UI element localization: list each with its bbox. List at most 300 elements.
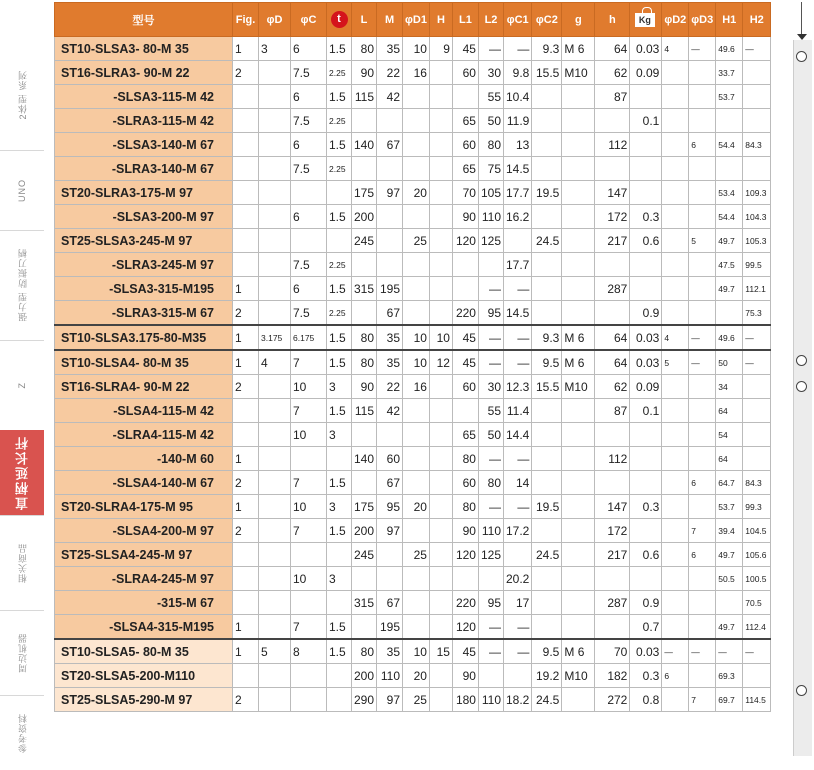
- spec-cell: 90: [452, 519, 478, 543]
- spec-cell: 24.5: [532, 229, 562, 253]
- spec-cell: 6: [689, 471, 716, 495]
- spec-cell: [662, 543, 689, 567]
- model-cell: -SLSA3-115-M 42: [55, 85, 233, 109]
- spec-cell: 55: [478, 399, 503, 423]
- spec-cell: 9.5: [532, 639, 562, 664]
- sidebar-item-strong[interactable]: [0, 230, 44, 341]
- spec-cell: 95: [478, 301, 503, 326]
- spec-cell: 105.3: [743, 229, 771, 253]
- spec-cell: [352, 567, 377, 591]
- spec-cell: [662, 301, 689, 326]
- spec-cell: 53.7: [716, 85, 743, 109]
- spec-cell: [429, 664, 452, 688]
- spec-cell: 42: [377, 85, 403, 109]
- spec-cell: 315: [352, 277, 377, 301]
- spec-cell: [689, 447, 716, 471]
- spec-cell: [562, 688, 595, 712]
- spec-cell: 45: [452, 639, 478, 664]
- spec-cell: [429, 495, 452, 519]
- table-row[interactable]: [55, 253, 771, 277]
- spec-cell: [352, 423, 377, 447]
- column-header: φD2: [662, 3, 689, 37]
- spec-cell: 14.5: [504, 157, 532, 181]
- spec-cell: 90: [352, 375, 377, 399]
- spec-cell: [352, 615, 377, 640]
- spec-cell: 34: [716, 375, 743, 399]
- spec-cell: [403, 85, 430, 109]
- spec-cell: [662, 591, 689, 615]
- table-row[interactable]: [55, 543, 771, 567]
- model-cell: -SLSA4-315-M195: [55, 615, 233, 640]
- spec-cell: [662, 181, 689, 205]
- spec-cell: [595, 157, 630, 181]
- spec-cell: [504, 229, 532, 253]
- spec-cell: 3: [327, 423, 352, 447]
- spec-cell: [562, 301, 595, 326]
- spec-cell: 1.5: [327, 85, 352, 109]
- spec-cell: 7.5: [291, 109, 327, 133]
- spec-cell: 1.5: [327, 519, 352, 543]
- spec-cell: [662, 519, 689, 543]
- spec-cell: 80: [352, 325, 377, 350]
- spec-cell: [259, 85, 291, 109]
- model-cell: -SLSA4-200-M 97: [55, 519, 233, 543]
- spec-cell: [403, 519, 430, 543]
- column-header: h: [595, 3, 630, 37]
- spec-cell: [689, 399, 716, 423]
- sidebar-item-label: 参考资料: [17, 712, 28, 753]
- spec-cell: [429, 61, 452, 85]
- spec-cell: 200: [352, 205, 377, 229]
- spec-cell: 64: [716, 447, 743, 471]
- spec-cell: [429, 253, 452, 277]
- spec-cell: [403, 277, 430, 301]
- spec-cell: [233, 133, 259, 157]
- table-row[interactable]: [55, 205, 771, 229]
- spec-cell: [429, 615, 452, 640]
- table-row[interactable]: [55, 133, 771, 157]
- spec-cell: 0.03: [630, 37, 662, 61]
- spec-cell: 2: [233, 688, 259, 712]
- spec-cell: 20: [403, 495, 430, 519]
- spec-cell: 1.5: [327, 37, 352, 61]
- spec-cell: [562, 277, 595, 301]
- table-row[interactable]: [55, 301, 771, 326]
- radio-group-4[interactable]: [796, 381, 807, 392]
- spec-cell: 62: [595, 61, 630, 85]
- spec-cell: M 6: [562, 639, 595, 664]
- spec-cell: [662, 471, 689, 495]
- spec-cell: 287: [595, 277, 630, 301]
- spec-cell: 112: [595, 447, 630, 471]
- spec-cell: 1: [233, 325, 259, 350]
- model-cell: ST10-SLSA5- 80-M 35: [55, 639, 233, 664]
- column-header: [630, 3, 662, 37]
- spec-cell: 5: [259, 639, 291, 664]
- spec-cell: 2.25: [327, 109, 352, 133]
- spec-cell: 110: [478, 688, 503, 712]
- spec-cell: 5: [689, 229, 716, 253]
- spec-cell: [532, 253, 562, 277]
- spec-cell: 110: [478, 205, 503, 229]
- table-row[interactable]: [55, 375, 771, 399]
- table-row[interactable]: [55, 495, 771, 519]
- table-header: [55, 3, 771, 37]
- spec-cell: [429, 519, 452, 543]
- spec-cell: 90: [452, 205, 478, 229]
- spec-cell: 147: [595, 495, 630, 519]
- spec-cell: 24.5: [532, 543, 562, 567]
- spec-cell: 17.7: [504, 253, 532, 277]
- sidebar-item-related[interactable]: [0, 515, 44, 611]
- spec-cell: —: [478, 37, 503, 61]
- sidebar-item-label: 周边机器: [17, 632, 28, 673]
- spec-cell: M10: [562, 61, 595, 85]
- spec-cell: [377, 205, 403, 229]
- spec-cell: [291, 591, 327, 615]
- spec-cell: 19.2: [532, 664, 562, 688]
- column-header: L2: [478, 3, 503, 37]
- spec-cell: 25: [403, 688, 430, 712]
- spec-cell: —: [478, 350, 503, 375]
- spec-cell: [233, 205, 259, 229]
- column-header: φD1: [403, 3, 430, 37]
- spec-cell: 10: [403, 350, 430, 375]
- spec-cell: [429, 423, 452, 447]
- spec-cell: 7: [291, 615, 327, 640]
- spec-cell: [630, 157, 662, 181]
- column-header: φD3: [689, 3, 716, 37]
- spec-cell: 70.5: [743, 591, 771, 615]
- spec-cell: 11.4: [504, 399, 532, 423]
- spec-cell: [630, 133, 662, 157]
- sidebar-item-2piece[interactable]: [0, 40, 44, 151]
- spec-cell: 180: [452, 688, 478, 712]
- spec-cell: 175: [352, 495, 377, 519]
- spec-cell: [259, 495, 291, 519]
- spec-cell: 33.7: [716, 61, 743, 85]
- spec-cell: [716, 591, 743, 615]
- spec-cell: 0.8: [630, 688, 662, 712]
- spec-cell: [233, 253, 259, 277]
- spec-cell: —: [504, 639, 532, 664]
- spec-cell: 2: [233, 471, 259, 495]
- table-row[interactable]: [55, 181, 771, 205]
- spec-cell: 18.2: [504, 688, 532, 712]
- spec-cell: 0.6: [630, 229, 662, 253]
- spec-cell: [689, 181, 716, 205]
- model-cell: ST25-SLSA5-290-M 97: [55, 688, 233, 712]
- spec-cell: [259, 615, 291, 640]
- table-row[interactable]: [55, 447, 771, 471]
- spec-cell: 1.5: [327, 133, 352, 157]
- spec-cell: [377, 253, 403, 277]
- spec-cell: 3: [259, 37, 291, 61]
- spec-cell: 80: [352, 350, 377, 375]
- spec-cell: 49.7: [716, 543, 743, 567]
- column-header: [327, 3, 352, 37]
- spec-cell: [259, 181, 291, 205]
- spec-cell: [716, 301, 743, 326]
- column-header: 型号: [55, 3, 233, 37]
- spec-cell: [689, 615, 716, 640]
- spec-cell: [327, 181, 352, 205]
- spec-cell: [478, 253, 503, 277]
- sidebar-item-peripherals[interactable]: [0, 610, 44, 696]
- spec-cell: 1: [233, 495, 259, 519]
- spec-cell: —: [689, 350, 716, 375]
- model-cell: -SLRA3-115-M 42: [55, 109, 233, 133]
- spec-cell: [689, 495, 716, 519]
- spec-cell: 2.25: [327, 157, 352, 181]
- spec-cell: 14.5: [504, 301, 532, 326]
- spec-cell: M 6: [562, 350, 595, 375]
- spec-cell: [532, 109, 562, 133]
- spec-cell: [532, 301, 562, 326]
- spec-cell: [429, 157, 452, 181]
- spec-cell: —: [504, 447, 532, 471]
- spec-cell: 49.7: [716, 277, 743, 301]
- table-row[interactable]: [55, 399, 771, 423]
- spec-cell: [429, 301, 452, 326]
- spec-cell: [259, 253, 291, 277]
- table-row[interactable]: [55, 85, 771, 109]
- spec-cell: [562, 519, 595, 543]
- spec-cell: 0.7: [630, 615, 662, 640]
- table-row[interactable]: [55, 519, 771, 543]
- spec-cell: 7: [291, 350, 327, 375]
- spec-cell: 315: [352, 591, 377, 615]
- spec-cell: [403, 253, 430, 277]
- spec-cell: [562, 447, 595, 471]
- model-cell: -SLSA3-200-M 97: [55, 205, 233, 229]
- spec-cell: 30: [478, 61, 503, 85]
- spec-cell: [562, 181, 595, 205]
- spec-cell: [259, 471, 291, 495]
- table-row[interactable]: [55, 615, 771, 640]
- spec-cell: [259, 591, 291, 615]
- spec-cell: 49.7: [716, 615, 743, 640]
- spec-cell: 1.5: [327, 277, 352, 301]
- spec-cell: 8: [291, 639, 327, 664]
- spec-cell: 12: [429, 350, 452, 375]
- spec-cell: 2.25: [327, 253, 352, 277]
- table-row[interactable]: [55, 229, 771, 253]
- spec-cell: 42: [377, 399, 403, 423]
- spec-cell: 1: [233, 350, 259, 375]
- spec-cell: 105.6: [743, 543, 771, 567]
- table-row[interactable]: [55, 37, 771, 61]
- spec-cell: —: [504, 350, 532, 375]
- radio-group-5[interactable]: [796, 685, 807, 696]
- spec-cell: 1: [233, 37, 259, 61]
- spec-cell: [532, 157, 562, 181]
- spec-cell: [429, 399, 452, 423]
- spec-cell: [429, 277, 452, 301]
- spec-cell: 175: [352, 181, 377, 205]
- scrollbar[interactable]: [793, 40, 812, 756]
- model-cell: ST16-SLRA3- 90-M 22: [55, 61, 233, 85]
- radio-group-3175[interactable]: [796, 355, 807, 366]
- table-row[interactable]: [55, 350, 771, 375]
- spec-cell: 7: [291, 399, 327, 423]
- spec-cell: [689, 253, 716, 277]
- spec-cell: 97: [377, 688, 403, 712]
- spec-cell: [291, 664, 327, 688]
- spec-cell: [562, 253, 595, 277]
- spec-cell: [259, 519, 291, 543]
- table-row[interactable]: [55, 471, 771, 495]
- spec-cell: 14: [504, 471, 532, 495]
- spec-cell: [630, 277, 662, 301]
- spec-cell: 100.5: [743, 567, 771, 591]
- spec-cell: —: [743, 639, 771, 664]
- table-row[interactable]: [55, 567, 771, 591]
- spec-cell: 1.5: [327, 399, 352, 423]
- spec-cell: 0.9: [630, 301, 662, 326]
- model-cell: -SLSA3-315-M195: [55, 277, 233, 301]
- spec-cell: [377, 157, 403, 181]
- spec-cell: 95: [377, 495, 403, 519]
- spec-cell: 17.7: [504, 181, 532, 205]
- spec-cell: [327, 447, 352, 471]
- spec-cell: 64: [595, 325, 630, 350]
- spec-cell: [233, 664, 259, 688]
- spec-cell: [662, 423, 689, 447]
- table-body: [55, 37, 771, 712]
- spec-cell: 10.4: [504, 85, 532, 109]
- spec-cell: 2.25: [327, 301, 352, 326]
- spec-cell: 7: [689, 519, 716, 543]
- table-row[interactable]: [55, 664, 771, 688]
- spec-cell: 104.5: [743, 519, 771, 543]
- table-row[interactable]: [55, 61, 771, 85]
- spec-cell: [689, 423, 716, 447]
- spec-cell: [532, 133, 562, 157]
- spec-cell: [403, 399, 430, 423]
- spec-cell: [662, 399, 689, 423]
- spec-cell: [233, 109, 259, 133]
- spec-cell: 2: [233, 375, 259, 399]
- spec-cell: [429, 229, 452, 253]
- spec-cell: 75.3: [743, 301, 771, 326]
- spec-cell: 99.5: [743, 253, 771, 277]
- spec-cell: 7: [291, 519, 327, 543]
- model-cell: -SLSA4-140-M 67: [55, 471, 233, 495]
- spec-cell: [562, 399, 595, 423]
- spec-cell: [259, 664, 291, 688]
- table-row[interactable]: [55, 157, 771, 181]
- sidebar-item-uno[interactable]: [0, 150, 44, 231]
- spec-cell: 2: [233, 61, 259, 85]
- spec-cell: [259, 301, 291, 326]
- sidebar-item-reference[interactable]: [0, 695, 44, 770]
- spec-cell: [259, 61, 291, 85]
- spec-cell: [429, 471, 452, 495]
- spec-cell: [689, 205, 716, 229]
- spec-cell: —: [504, 277, 532, 301]
- model-cell: ST20-SLSA5-200-M110: [55, 664, 233, 688]
- sidebar-item-z[interactable]: [0, 340, 44, 431]
- spec-cell: 6: [689, 543, 716, 567]
- spec-cell: [259, 375, 291, 399]
- spec-cell: 10: [291, 375, 327, 399]
- spec-cell: 112: [595, 133, 630, 157]
- spec-cell: 65: [452, 157, 478, 181]
- spec-cell: 50.5: [716, 567, 743, 591]
- spec-cell: [662, 109, 689, 133]
- table-row[interactable]: [55, 325, 771, 350]
- spec-cell: 16: [403, 61, 430, 85]
- spec-cell: 1.5: [327, 325, 352, 350]
- table-row[interactable]: [55, 688, 771, 712]
- spec-cell: [532, 399, 562, 423]
- spec-cell: —: [478, 615, 503, 640]
- spec-cell: 3: [327, 567, 352, 591]
- spec-cell: 4: [662, 325, 689, 350]
- spec-cell: 0.1: [630, 109, 662, 133]
- spec-cell: 6: [291, 205, 327, 229]
- table-row[interactable]: [55, 591, 771, 615]
- spec-cell: [689, 109, 716, 133]
- column-header: L: [352, 3, 377, 37]
- sidebar-item-straight-shank[interactable]: [0, 430, 44, 516]
- table-row[interactable]: [55, 639, 771, 664]
- column-header: M: [377, 3, 403, 37]
- spec-cell: 17.2: [504, 519, 532, 543]
- spec-cell: [403, 423, 430, 447]
- spec-cell: [403, 109, 430, 133]
- spec-cell: 9.3: [532, 325, 562, 350]
- table-row[interactable]: [55, 277, 771, 301]
- spec-cell: 84.3: [743, 471, 771, 495]
- spec-cell: 0.03: [630, 350, 662, 375]
- spec-cell: —: [504, 325, 532, 350]
- spec-cell: 87: [595, 85, 630, 109]
- spec-cell: [403, 157, 430, 181]
- spec-cell: 50: [478, 109, 503, 133]
- spec-cell: 140: [352, 447, 377, 471]
- spec-cell: [630, 567, 662, 591]
- spec-cell: [452, 85, 478, 109]
- spec-cell: 120: [452, 543, 478, 567]
- spec-cell: 6: [291, 85, 327, 109]
- spec-cell: [562, 567, 595, 591]
- spec-cell: 0.3: [630, 205, 662, 229]
- spec-cell: [662, 688, 689, 712]
- spec-cell: 200: [352, 664, 377, 688]
- spec-cell: [662, 205, 689, 229]
- column-header: L1: [452, 3, 478, 37]
- spec-cell: 9.3: [532, 37, 562, 61]
- spec-cell: 6: [291, 133, 327, 157]
- spec-cell: 0.6: [630, 543, 662, 567]
- table-row[interactable]: [55, 423, 771, 447]
- spec-cell: [689, 85, 716, 109]
- spec-cell: [478, 664, 503, 688]
- spec-cell: 1.5: [327, 471, 352, 495]
- table-row[interactable]: [55, 109, 771, 133]
- model-cell: ST10-SLSA3- 80-M 35: [55, 37, 233, 61]
- spec-cell: [429, 688, 452, 712]
- spec-cell: [452, 253, 478, 277]
- radio-group-3[interactable]: [796, 51, 807, 62]
- spec-cell: [429, 181, 452, 205]
- spec-cell: 25: [403, 229, 430, 253]
- spec-cell: 6: [291, 37, 327, 61]
- spec-cell: 67: [377, 471, 403, 495]
- spec-table-wrap: [54, 2, 771, 712]
